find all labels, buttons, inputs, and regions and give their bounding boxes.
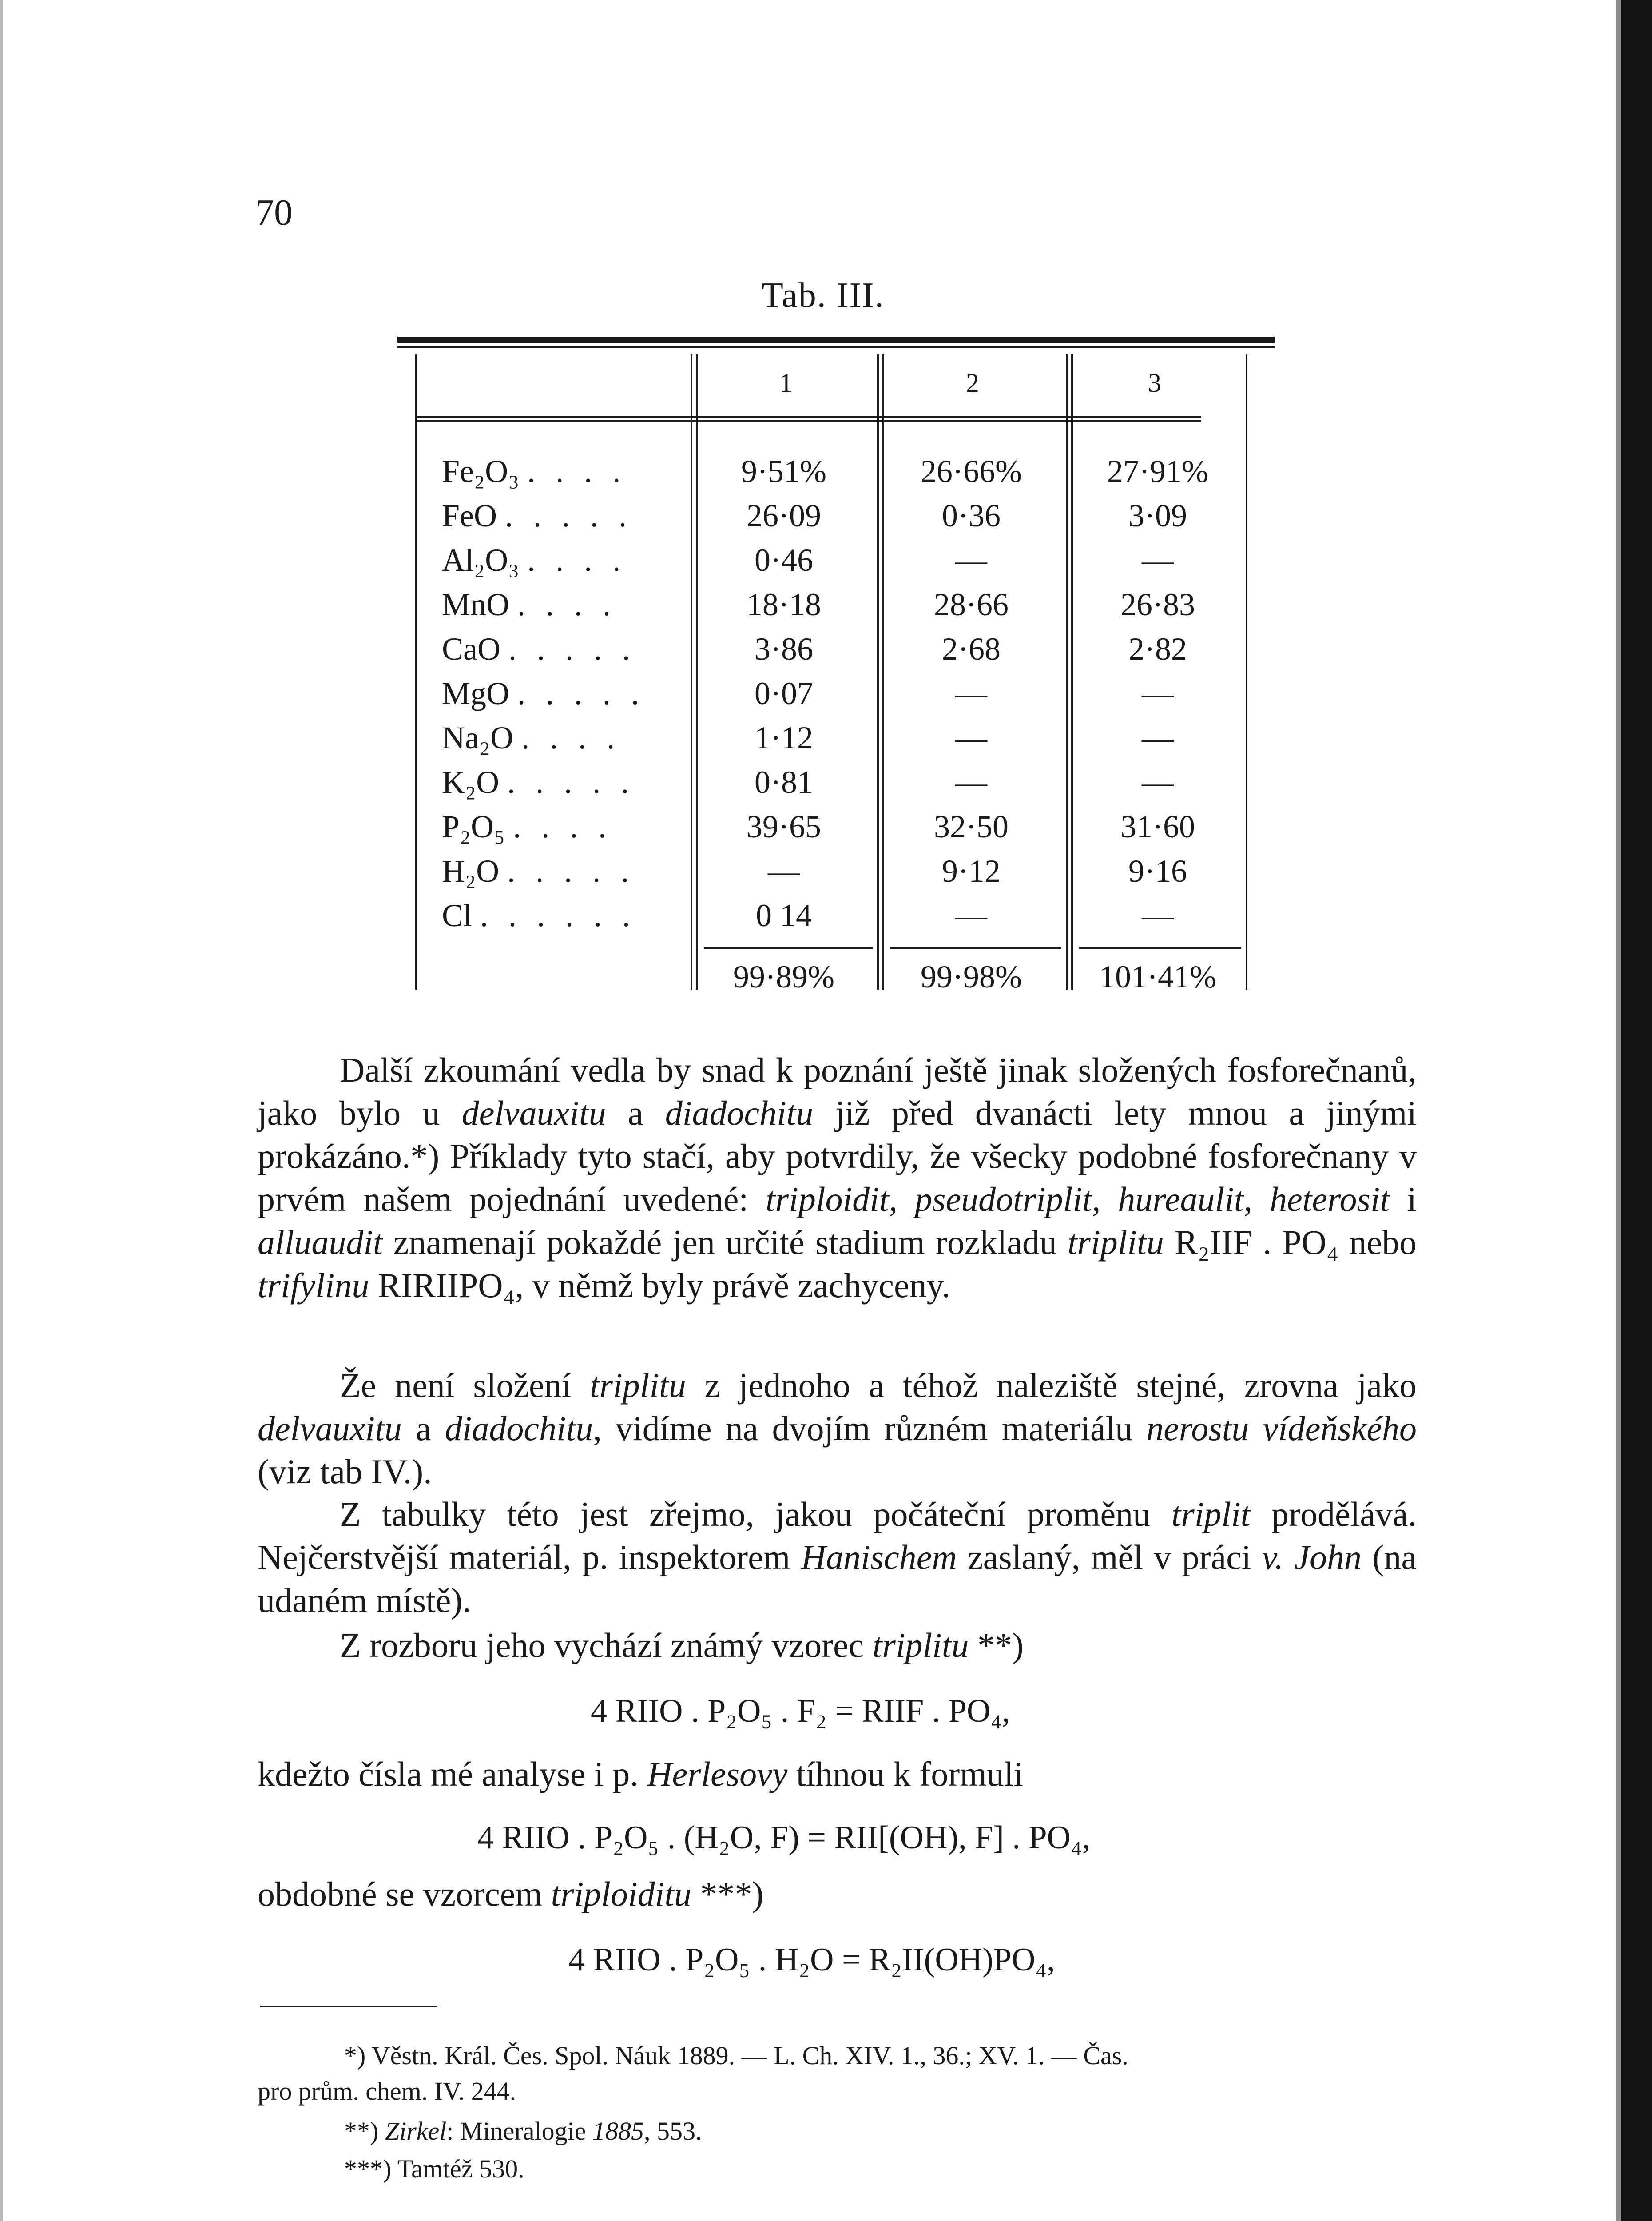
table-vline-1a: [691, 354, 692, 990]
scan-edge-right: [1621, 0, 1652, 2221]
table-vline-2b: [882, 354, 884, 990]
table-cell: —: [955, 764, 987, 800]
table-cell: —: [1142, 720, 1174, 756]
table-cell: 1·12: [755, 720, 813, 756]
row-label-cl: Cl . . . . . .: [442, 898, 637, 933]
table-top-rule-thin: [397, 346, 1275, 348]
table-cell: 0·46: [755, 542, 813, 578]
total-cell-2: 99·98%: [921, 959, 1022, 995]
row-label-al2o3: Al₂O₃ . . . .: [442, 542, 627, 578]
column-header-3: 3: [1148, 368, 1161, 398]
footnote-3: ***) Tamtéž 530.: [344, 2154, 524, 2183]
table-header-rule-thin: [415, 420, 1201, 422]
paragraph-2: Že není složení triplitu z jednoho a téhož naleziště stejné, zrovna jako delvauxitu a diadochitu, vidíme na dvojím různém materiálu nerostu vídeňského (viz tab IV.).: [258, 1366, 1417, 1491]
row-label-feo: FeO . . . . .: [442, 498, 633, 533]
table-cell: 32·50: [934, 809, 1009, 844]
table-cell: —: [1142, 542, 1174, 578]
row-label-fe2o3: Fe₂O₃ . . . .: [442, 454, 627, 489]
table-cell: 2·68: [942, 631, 1001, 667]
paragraph-6: obdobné se vzorcem triploiditu ***): [258, 1875, 764, 1913]
table-cell: 9·16: [1128, 853, 1187, 889]
column-header-1: 1: [779, 368, 793, 398]
column-header-2: 2: [966, 368, 979, 398]
footnote-1-line-1: *) Věstn. Král. Čes. Spol. Náuk 1889. — L. Ch. XIV. 1., 36.; XV. 1. — Čas.: [344, 2041, 1128, 2070]
table-top-rule: [397, 337, 1275, 343]
table-cell: 26·83: [1120, 587, 1195, 622]
formula-1: 4 RIIO . P₂O₅ . F₂ = RIIF . PO₄,: [591, 1693, 1010, 1729]
analysis-table: [397, 337, 1275, 1012]
table-vline-2a: [877, 354, 879, 990]
row-label-mno: MnO . . . .: [442, 587, 617, 622]
table-cell: 26·66%: [921, 454, 1022, 489]
table-cell: 27·91%: [1107, 454, 1208, 489]
row-label-na2o: Na₂O . . . .: [442, 720, 621, 756]
scan-edge-right-shadow: [1616, 0, 1621, 2221]
row-label-p2o5: P₂O₅ . . . .: [442, 809, 613, 844]
table-vline-1b: [696, 354, 698, 990]
table-cell: 31·60: [1120, 809, 1195, 844]
paragraph-1: Další zkoumání vedla by snad k poznání ještě jinak složených fosforečnanů, jako bylo u delvauxitu a diadochitu již před dvanácti lety mnou a jinými prokázáno.*) Příklady tyto stačí, aby potvrdily, že všecky podobné fosforečnany v prvém našem pojednání uvedené: triploidit, pseudotriplit, hureaulit, heterosit i alluaudit znamenají pokaždé jen určité stadium rozkladu triplitu R₂IIF . PO₄ nebo trifylinu RIRIIPO₄, v němž byly právě zachyceny.: [258, 1051, 1417, 1305]
page-number: 70: [255, 192, 293, 233]
footnote-1-line-2: pro prům. chem. IV. 244.: [258, 2077, 516, 2106]
table-cell: —: [1142, 764, 1174, 800]
total-cell-1: 99·89%: [733, 959, 834, 995]
table-cell: 9·51%: [741, 454, 826, 489]
table-vline-3b: [1071, 354, 1073, 990]
paragraph-5: kdežto čísla mé analyse i p. Herlesovy tíhnou k formuli: [258, 1755, 1024, 1793]
table-cell: 0·07: [755, 676, 813, 711]
formula-3: 4 RIIO . P₂O₅ . H₂O = R₂II(OH)PO₄,: [568, 1942, 1055, 1978]
row-label-cao: CaO . . . . .: [442, 631, 636, 667]
table-cell: 3·09: [1128, 498, 1187, 533]
table-cell: —: [955, 676, 987, 711]
table-vline-3a: [1066, 354, 1068, 990]
table-cell: 0·81: [755, 764, 813, 800]
table-cell: —: [955, 898, 987, 933]
sum-line-3: [1079, 947, 1241, 949]
table-cell: —: [768, 853, 800, 889]
formula-inline-2: RIRIIPO₄: [377, 1266, 515, 1305]
row-label-k2o: K₂O . . . . .: [442, 764, 635, 800]
row-label-mgo: MgO . . . . .: [442, 676, 646, 711]
table-cell: —: [955, 720, 987, 756]
row-label-h2o: H₂O . . . . .: [442, 853, 635, 889]
table-cell: 0·36: [942, 498, 1001, 533]
table-cell: —: [1142, 898, 1174, 933]
scan-edge-left: [0, 0, 3, 2221]
table-cell: —: [1142, 676, 1174, 711]
table-cell: 26·09: [747, 498, 821, 533]
table-cell: 9·12: [942, 853, 1001, 889]
table-vline-right: [1246, 354, 1247, 990]
table-vline-left: [415, 354, 417, 990]
footnote-2: **) Zirkel: Mineralogie 1885, 553.: [344, 2117, 702, 2145]
footnote-rule: [260, 2006, 437, 2007]
formula-inline-1: R₂IIF . PO₄: [1174, 1223, 1339, 1262]
paragraph-4: Z rozboru jeho vychází známý vzorec triplitu **): [340, 1626, 1024, 1664]
table-title: Tab. III.: [762, 276, 885, 315]
table-cell: —: [955, 542, 987, 578]
table-cell: 28·66: [934, 587, 1009, 622]
sum-line-1: [704, 947, 873, 949]
table-cell: 3·86: [755, 631, 813, 667]
total-cell-3: 101·41%: [1099, 959, 1216, 995]
table-cell: 39·65: [747, 809, 821, 844]
paragraph-3: Z tabulky této jest zřejmo, jakou počáteční proměnu triplit prodělává. Nejčerstvější materiál, p. inspektorem Hanischem zaslaný, měl v práci v. John (na udaném místě).: [258, 1495, 1417, 1620]
table-cell: 18·18: [747, 587, 821, 622]
table-cell: 0 14: [756, 898, 812, 933]
formula-2: 4 RIIO . P₂O₅ . (H₂O, F) = RII[(OH), F] . PO₄,: [477, 1819, 1091, 1856]
table-cell: 2·82: [1128, 631, 1187, 667]
table-header-rule: [415, 416, 1201, 418]
sum-line-2: [890, 947, 1061, 949]
